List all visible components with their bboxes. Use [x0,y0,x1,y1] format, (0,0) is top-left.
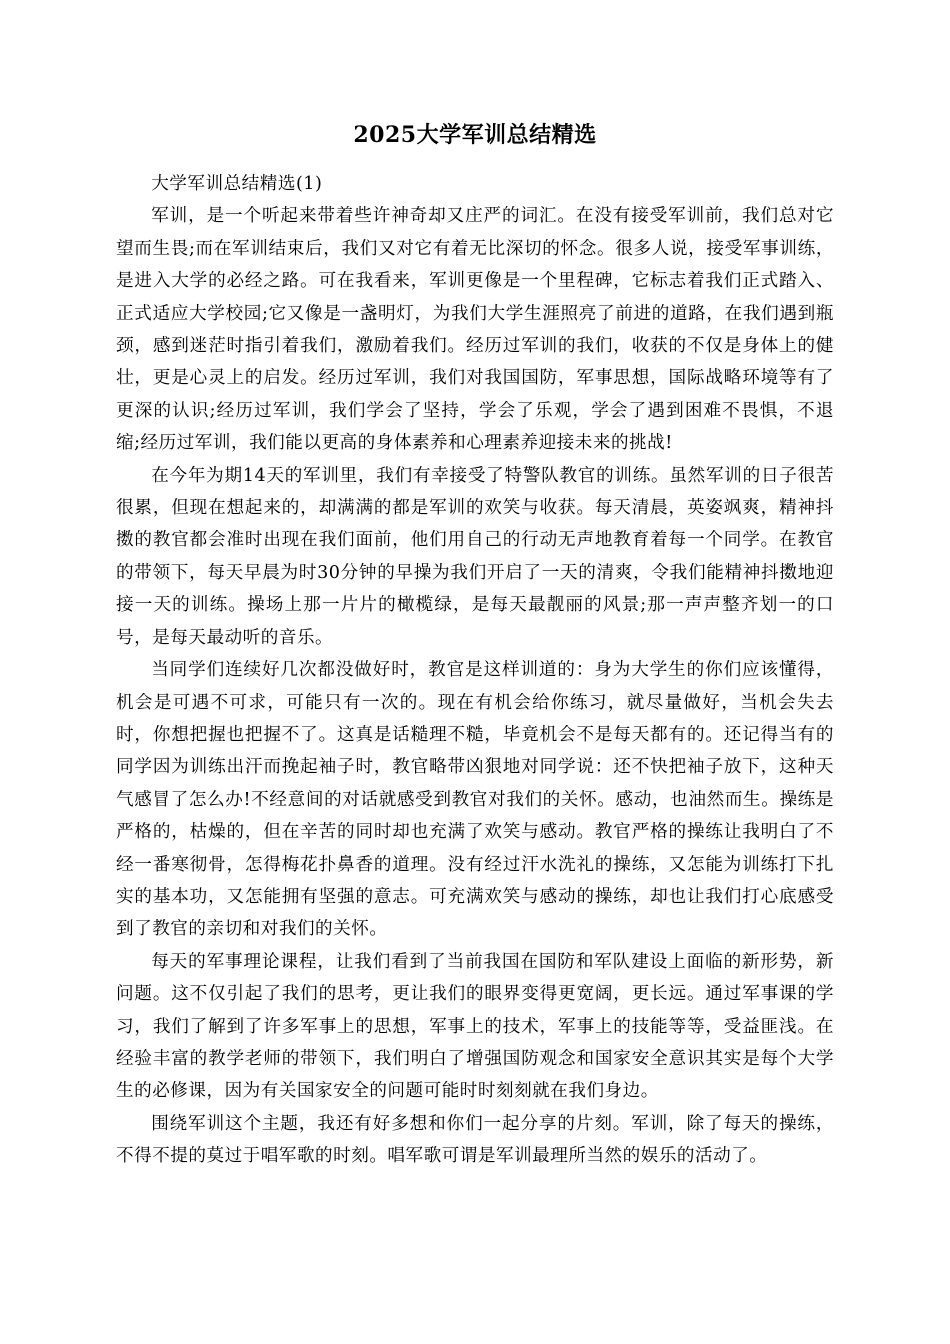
paragraph-1: 军训，是一个听起来带着些许神奇却又庄严的词汇。在没有接受军训前，我们总对它望而生畏;而在军训结束后，我们又对它有着无比深切的怀念。很多人说，接受军事训练，是进入大学的必经之路。可在我看来，军训更像是一个里程碑，它标志着我们正式踏入、正式适应大学校园;它又像是一盏明灯，为我们大学生涯照亮了前进的道路，在我们遇到瓶颈，感到迷茫时指引着我们，激励着我们。经历过军训的我们，收获的不仅是身体上的健壮，更是心灵上的启发。经历过军训，我们对我国国防，军事思想，国际战略环境等有了更深的认识;经历过军训，我们学会了坚持，学会了乐观，学会了遇到困难不畏惧，不退缩;经历过军训，我们能以更高的身体素养和心理素养迎接未来的挑战! [116,206,834,454]
paragraph-2: 在今年为期14天的军训里，我们有幸接受了特警队教官的训练。虽然军训的日子很苦很累，但现在想起来的，却满满的都是军训的欢笑与收获。每天清晨，英姿飒爽，精神抖擞的教官都会准时出现在我们面前，他们用自己的行动无声地教育着每一个同学。在教官的带领下，每天早晨为时30分钟的早操为我们开启了一天的清爽，令我们能精神抖擞地迎接一天的训练。操场上那一片片的橄榄绿，是每天最靓丽的风景;那一声声整齐划一的口号，是每天最动听的音乐。 [116,465,834,648]
document-title: 2025大学军训总结精选 [353,122,597,148]
paragraph-4: 每天的军事理论课程，让我们看到了当前我国在国防和军队建设上面临的新形势，新问题。这不仅引起了我们的思考，更让我们的眼界变得更宽阔，更长远。通过军事课的学习，我们了解到了许多军事上的思想，军事上的技术，军事上的技能等等，受益匪浅。在经验丰富的教学老师的带领下，我们明白了增强国防观念和国家安全意识其实是每个大学生的必修课，因为有关国家安全的问题可能时时刻刻就在我们身边。 [116,951,834,1102]
section-subtitle: 大学军训总结精选(1) [151,174,323,194]
document-body [116,168,834,1173]
paragraph-5: 围绕军训这个主题，我还有好多想和你们一起分享的片刻。军训，除了每天的操练，不得不提的莫过于唱军歌的时刻。唱军歌可谓是军训最理所当然的娱乐的活动了。 [116,1113,834,1167]
paragraph-3: 当同学们连续好几次都没做好时，教官是这样训道的：身为大学生的你们应该懂得，机会是可遇不可求，可能只有一次的。现在有机会给你练习，就尽量做好，当机会失去时，你想把握也把握不了。这真是话糙理不糙，毕竟机会不是每天都有的。还记得当有的同学因为训练出汗而挽起袖子时，教官略带凶狠地对同学说：还不快把袖子放下，这种天气感冒了怎么办!不经意间的对话就感受到教官对我们的关怀。感动，也油然而生。操练是严格的，枯燥的，但在辛苦的同时却也充满了欢笑与感动。教官严格的操练让我明白了不经一番寒彻骨，怎得梅花扑鼻香的道理。没有经过汗水洗礼的操练，又怎能为训练打下扎实的基本功，又怎能拥有坚强的意志。可充满欢笑与感动的操练，却也让我们打心底感受到了教官的亲切和对我们的关怀。 [116,660,834,940]
